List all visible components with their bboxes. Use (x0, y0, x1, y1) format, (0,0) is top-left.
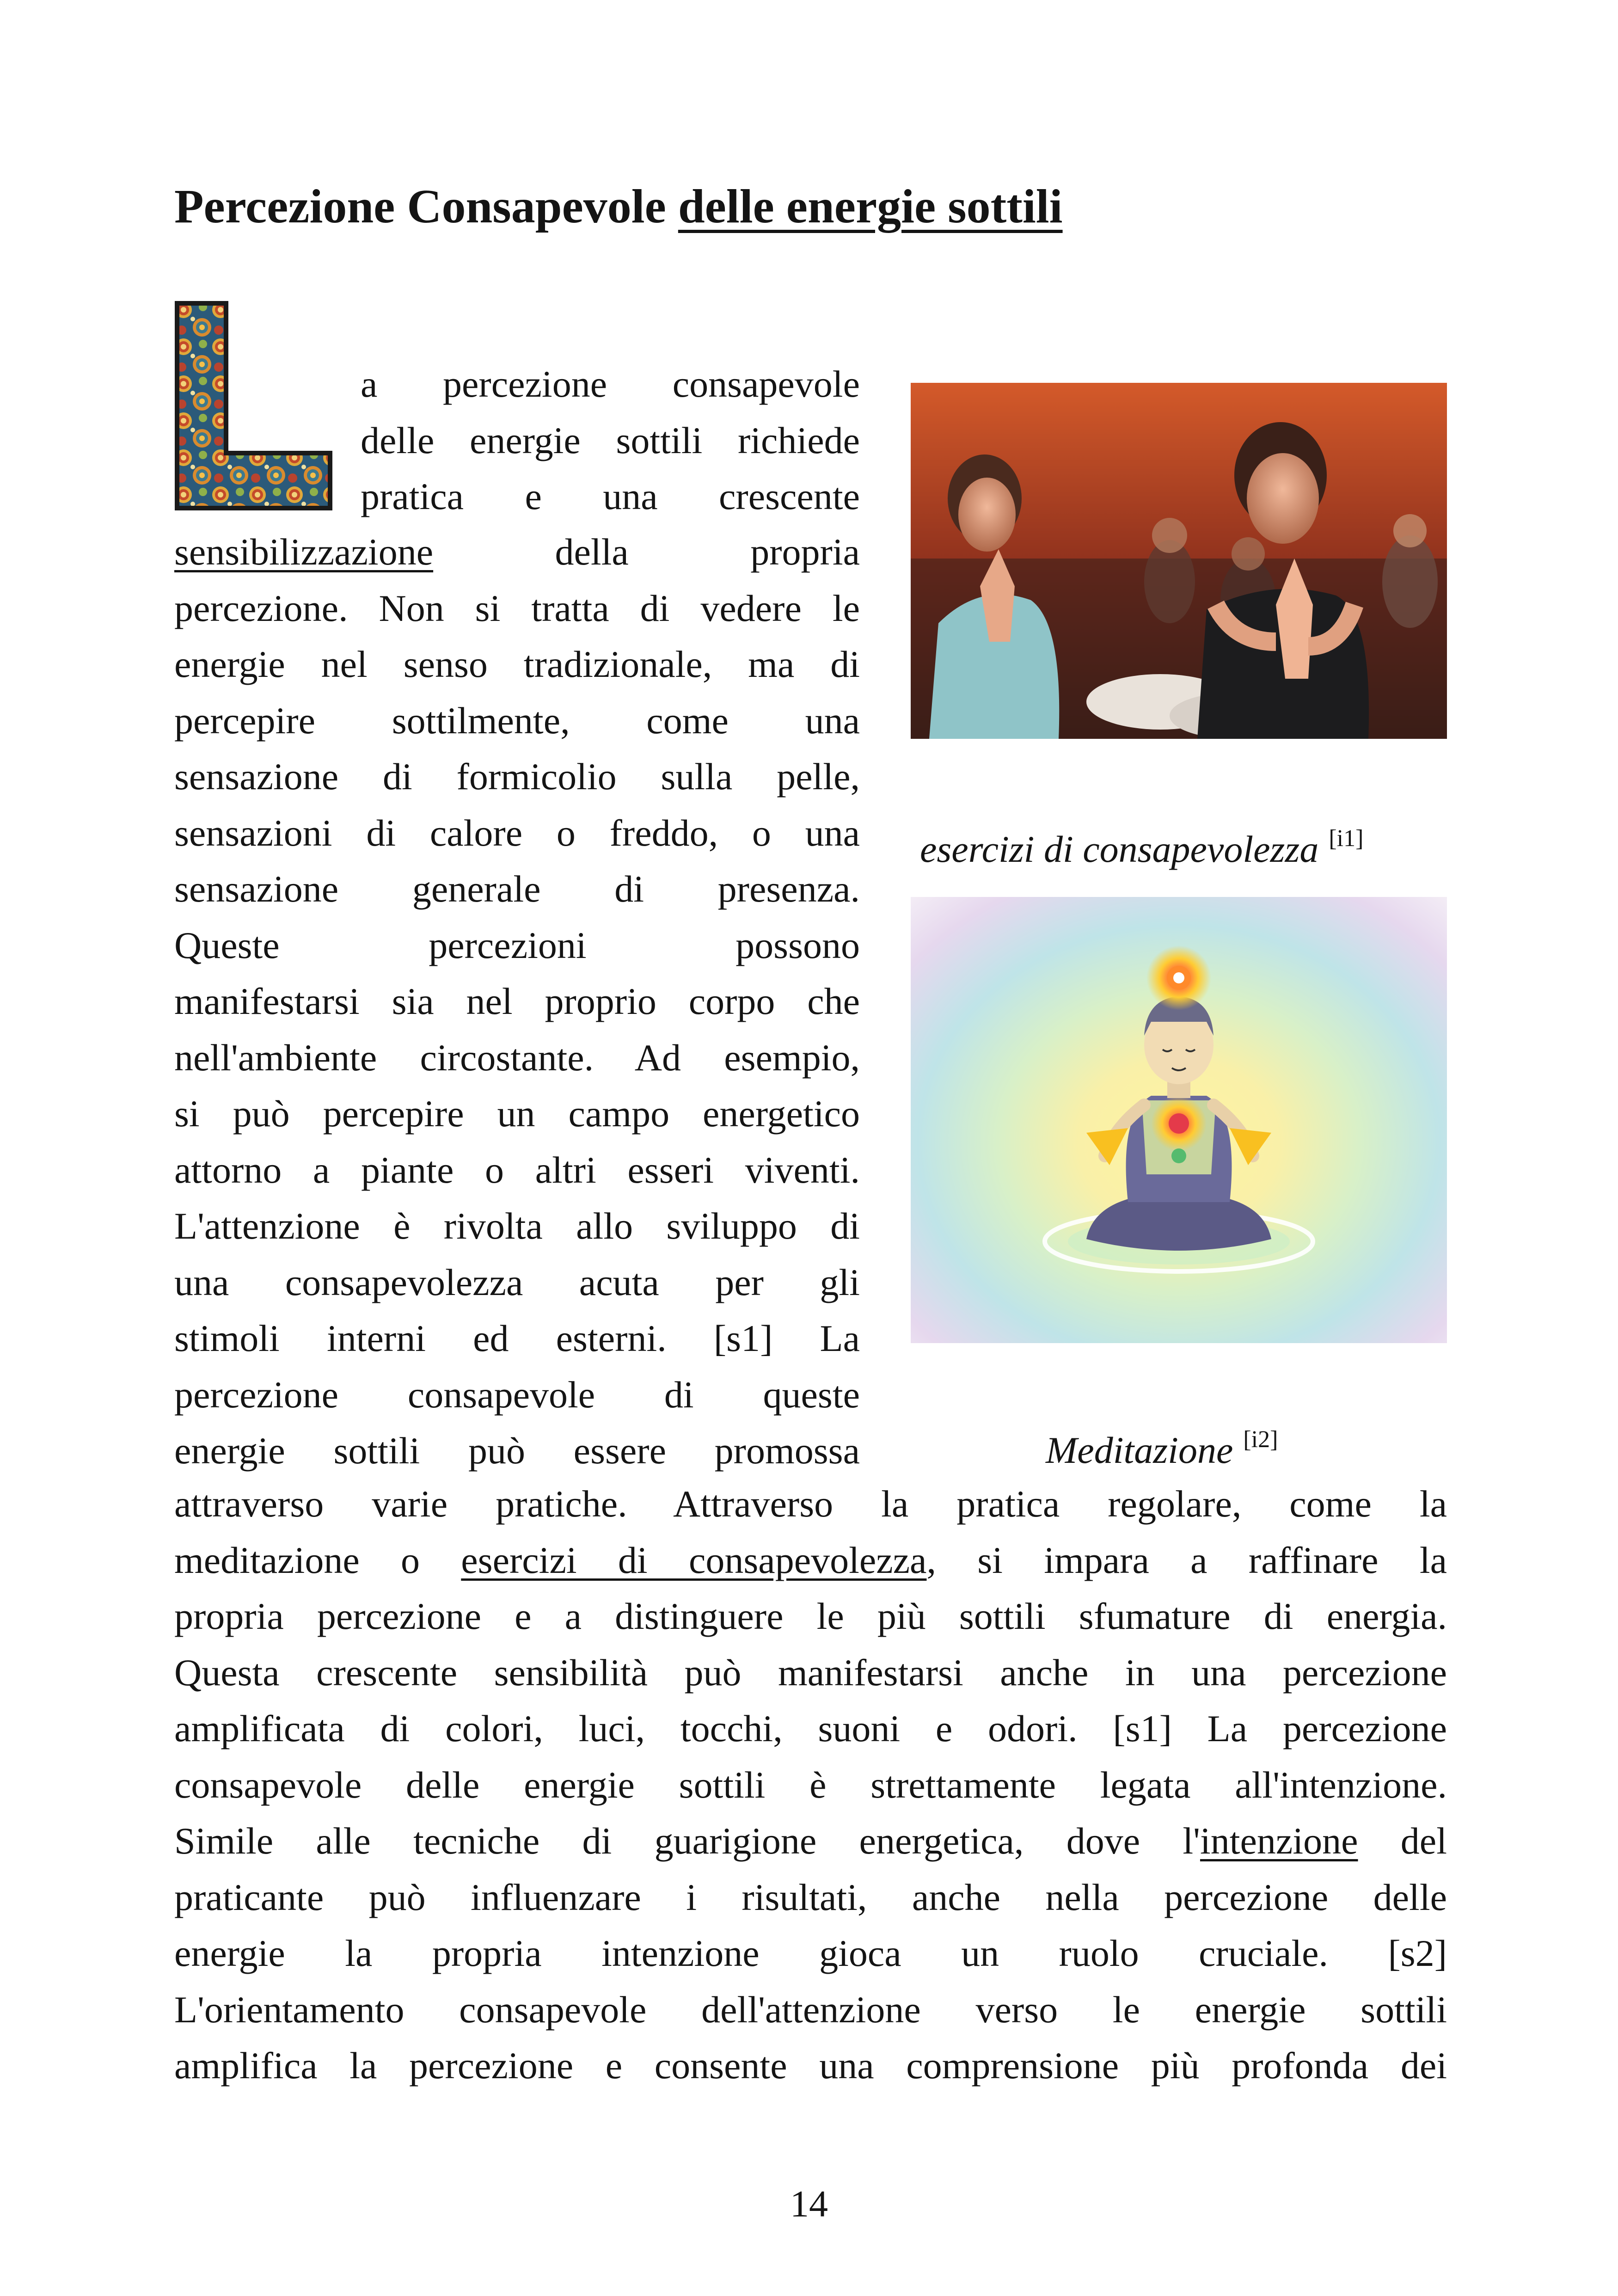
paragraph-left-column (174, 524, 860, 1479)
text-line: Queste percezioni possono (174, 924, 860, 966)
text-line: L'orientamento consapevole dell'attenzione verso le energie sottili (174, 1988, 1447, 2031)
figure-caption-2: Meditazione [i2] (1046, 1426, 1278, 1471)
text-line: delle energie sottili richiede (361, 419, 860, 461)
text-line: L'attenzione è rivolta allo sviluppo di (174, 1205, 860, 1247)
text-line: nell'ambiente circostante. Ad esempio, (174, 1036, 860, 1079)
page-number: 14 (790, 2183, 828, 2225)
text-line: meditazione o esercizi di consapevolezza, si impara a raffinare la (174, 1539, 1447, 1581)
text-line: percepire sottilmente, come una (174, 699, 860, 742)
text-line: consapevole delle energie sottili è strettamente legata all'intenzione. (174, 1763, 1447, 1806)
dropcap-l-icon (174, 301, 333, 511)
text-line: attorno a piante o altri esseri viventi. (174, 1148, 860, 1191)
photo-mindfulness-exercise (911, 383, 1447, 739)
section-heading (174, 172, 1063, 241)
heading-part-1: Percezione Consapevole (174, 180, 678, 233)
text-line: Simile alle tecniche di guarigione energetica, dove l'intenzione del (174, 1820, 1447, 1862)
link-intenzione[interactable]: intenzione (1200, 1820, 1358, 1862)
text-line: sensazioni di calore o freddo, o una (174, 811, 860, 854)
text-line: sensazione di formicolio sulla pelle, (174, 755, 860, 798)
link-esercizi-di-consapevolezza[interactable]: esercizi di consapevolezza (461, 1539, 927, 1581)
text-line: sensibilizzazione della propria (174, 531, 860, 573)
text-line: si può percepire un campo energetico (174, 1093, 860, 1135)
text-line: sensazione generale di presenza. (174, 868, 860, 910)
link-sensibilizzazione[interactable]: sensibilizzazione (174, 531, 434, 573)
text-line: Questa crescente sensibilità può manifestarsi anche in una percezione (174, 1651, 1447, 1694)
heading-link[interactable]: delle energie sottili (678, 180, 1063, 233)
text-line: amplifica la percezione e consente una comprensione più profonda dei (174, 2044, 1447, 2087)
text-line: attraverso varie pratiche. Attraverso la pratica regolare, come la (174, 1483, 1447, 1525)
text-line: amplificata di colori, luci, tocchi, suoni e odori. [s1] La percezione (174, 1707, 1447, 1750)
figure-ref-2[interactable]: [i2] (1243, 1426, 1278, 1453)
text-line: percezione. Non si tratta di vedere le (174, 587, 860, 629)
paragraph-lines-beside-dropcap (361, 356, 860, 525)
text-line: energie sottili può essere promossa (174, 1430, 860, 1472)
text-line: energie la propria intenzione gioca un ruolo cruciale. [s2] (174, 1932, 1447, 1974)
text-line: percezione consapevole di queste (174, 1373, 860, 1416)
paragraph-full-width (174, 1476, 1447, 2094)
text-line: stimoli interni ed esterni. [s1] La (174, 1317, 860, 1359)
text-line: praticante può influenzare i risultati, anche nella percezione delle (174, 1876, 1447, 1918)
text-line: una consapevolezza acuta per gli (174, 1261, 860, 1303)
illustration-meditation (911, 897, 1447, 1343)
figure-caption-1: esercizi di consapevolezza [i1] (920, 825, 1364, 870)
text-line: energie nel senso tradizionale, ma di (174, 643, 860, 685)
text-line: manifestarsi sia nel proprio corpo che (174, 980, 860, 1022)
figure-ref-1[interactable]: [i1] (1329, 825, 1364, 852)
text-line: a percezione consapevole (361, 363, 860, 405)
text-line: propria percezione e a distinguere le più sottili sfumature di energia. (174, 1595, 1447, 1637)
text-line: pratica e una crescente (361, 475, 860, 517)
